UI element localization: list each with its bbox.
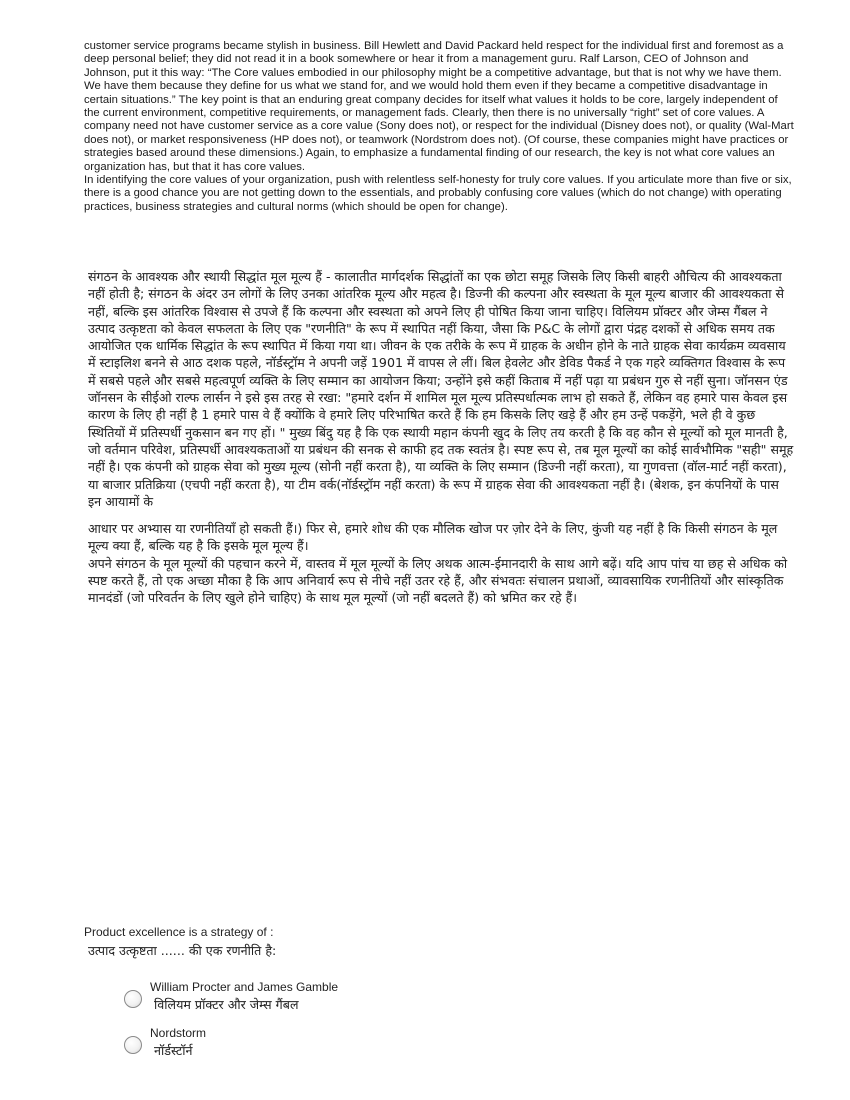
option-1-radio[interactable]: [124, 990, 142, 1008]
english-passage: [84, 40, 796, 214]
hindi-paragraph-3: अपने संगठन के मूल मूल्यों की पहचान करने में, वास्तव में मूल मूल्यों के लिए अथक आत्म-ईमानदारी के साथ आगे बढ़ें। यदि आप पांच या छह से अधिक को स्पष्ट करते हैं, तो एक अच्छा मौका है कि आप अनिवार्य रूप से नीचे नहीं उतर रहे हैं, और संभवतः संचालन प्रथाओं, व्यावसायिक रणनीतियों और सांस्कृतिक मानदंडों (जो परिवर्तन के लिए खुले होने चाहिए) के साथ मूल मूल्यों (जो नहीं बदलते हैं) को भ्रमित कर रहे हैं।: [88, 555, 788, 606]
question: [84, 924, 784, 962]
question-text-hindi: उत्पाद उत्कृष्टता ...... की एक रणनीति है:: [88, 943, 277, 958]
option-2[interactable]: [124, 1024, 724, 1070]
hindi-paragraph-2: आधार पर अभ्यास या रणनीतियाँ हो सकती हैं।) फिर से, हमारे शोध की एक मौलिक खोज पर ज़ोर देने के लिए, कुंजी यह नहीं है कि किसी संगठन के मूल मूल्य क्या हैं, बल्कि यह है कि इसके मूल मूल्य हैं।: [88, 521, 778, 554]
hindi-passage: [88, 268, 796, 607]
option-1-text-english: William Procter and James Gamble: [150, 980, 339, 994]
option-1-label: [150, 980, 338, 1015]
hindi-paragraph-1: संगठन के आवश्यक और स्थायी सिद्धांत मूल मूल्य हैं - कालातीत मार्गदर्शक सिद्धांतों का एक छोटा समूह जिसके लिए किसी बाहरी औचित्य की आवश्यकता नहीं होती है; संगठन के अंदर उन लोगों के लिए उनका आंतरिक मूल्य और महत्व है। डिज्नी की कल्पना और स्वस्थता के मूल मूल्य बाजार की आवश्यकता से नहीं, बल्कि इस आंतरिक विश्वास से उपजे हैं कि कल्पना और स्वस्थता को अपने लिए ही पोषित किया जाना चाहिए। विलियम प्रॉक्टर और जेम्स गैंबल ने उत्पाद उत्कृष्टता को केवल सफलता के लिए एक "रणनीति" के रूप में स्थापित नहीं किया, जैसा कि P&C के लोगों द्वारा पंद्रह दशकों से अधिक समय तक आयोजित एक धार्मिक सिद्धांत के रूप स्थापित में किया गया था। जीवन के एक तरीके के रूप में ग्राहक के अधीन होने के नाते ग्राहक सेवा कार्यक्रम व्यवसाय में स्टाइलिश बनने से आठ दशक पहले, नॉर्डस्ट्रॉम ने अपनी जड़ें 1901 में वापस ले लीं। बिल हेवलेट और डेविड पैकर्ड ने एक गहरे व्यक्तिगत विश्वास के रूप में सबसे पहले और सबसे महत्वपूर्ण व्यक्ति के लिए सम्मान का आयोजन किया; उन्होंने इसे कहीं किताब में नहीं पढ़ा या प्रबंधन गुरु से नहीं सुना। जॉनसन एंड जॉनसन के सीईओ राल्फ लार्सन ने इसे इस तरह से रखा: "हमारे दर्शन में शामिल मूल मूल्य प्रतिस्पर्धात्मक लाभ हो सकते हैं, लेकिन वह हमारे पास केवल इस कारण के लिए ही नहीं है 1 हमारे पास वे हैं क्योंकि वे हमारे लिए परिभाषित करते हैं कि हम किसके लिए खड़े हैं और हम उन्हें पकड़ेंगे, भले ही वे कुछ स्थितियों में प्रतिस्पर्धी नुकसान बन गए हों। " मुख्य बिंदु यह है कि एक स्थायी महान कंपनी खुद के लिए तय करती है कि वह कौन से मूल्यों को मूल मानती है, जो वर्तमान परिवेश, प्रतिस्पर्धी आवश्यकताओं या प्रबंधन की सनक से काफी हद तक स्वतंत्र है। स्पष्ट रूप से, तब मूल मूल्यों का कोई सार्वभौमिक "सही" समूह नहीं है। एक कंपनी को ग्राहक सेवा को मुख्य मूल्य (सोनी नहीं करता है), या व्यक्ति के लिए सम्मान (डिज्नी नहीं करता), या गुणवत्ता (वॉल-मार्ट नहीं करता), या बाजार प्रतिक्रिया (एचपी नहीं करता है), या टीम वर्क(नॉर्डस्ट्रॉम नहीं करता) के रूप में ग्राहक सेवा की आवश्यकता नहीं है। (बेशक, इन कंपनियों के पास इन आयामों के: [88, 269, 794, 509]
english-paragraph-2: In identifying the core values of your organization, push with relentless self-honesty for truly core values. If you articulate more than five or six, there is a good chance you are not getting down to the essentials, and probably confusing core values (which do not change) with operating practices, business strategies and cultural norms (which should be open for change).: [84, 174, 792, 213]
option-2-text-hindi: नॉर्डस्टॉर्न: [154, 1043, 193, 1058]
option-2-label: [150, 1026, 206, 1061]
option-1-text-hindi: विलियम प्रॉक्टर और जेम्स गैंबल: [154, 997, 299, 1012]
answer-options: [124, 978, 724, 1070]
option-2-radio[interactable]: [124, 1036, 142, 1054]
option-1[interactable]: [124, 978, 724, 1024]
question-text-english: Product excellence is a strategy of :: [84, 925, 274, 939]
english-paragraph-1: customer service programs became stylish in business. Bill Hewlett and David Packard held respect for the individual first and foremost as a deep personal belief; they did not read it in a book somewhere or hear it from a management guru. Ralf Larson, CEO of Johnson and Johnson, put it this way: “The Core values embodied in our philosophy might be a competitive advantage, but that is not why we have them. We have them because they define for us what we stand for, and we would hold them even if they became a competitive disadvantage in certain situations.” The key point is that an enduring great company decides for itself what values it holds to be core, largely independent of the current environment, competitive requirements, or management fads. Clearly, then there is no universally “right” set of core values. A company need not have customer service as a core value (Sony does not), or respect for the individual (Disney does not), or quality (Wal-Mart does not), or market responsiveness (HP does not), or teamwork (Nordstrom does not). (Of course, these companies might have practices or strategies based around these dimensions.) Again, to emphasize a fundamental finding of our research, the key is not what core values an organization has, but that it has core values.: [84, 40, 794, 173]
option-2-text-english: Nordstorm: [150, 1026, 207, 1040]
